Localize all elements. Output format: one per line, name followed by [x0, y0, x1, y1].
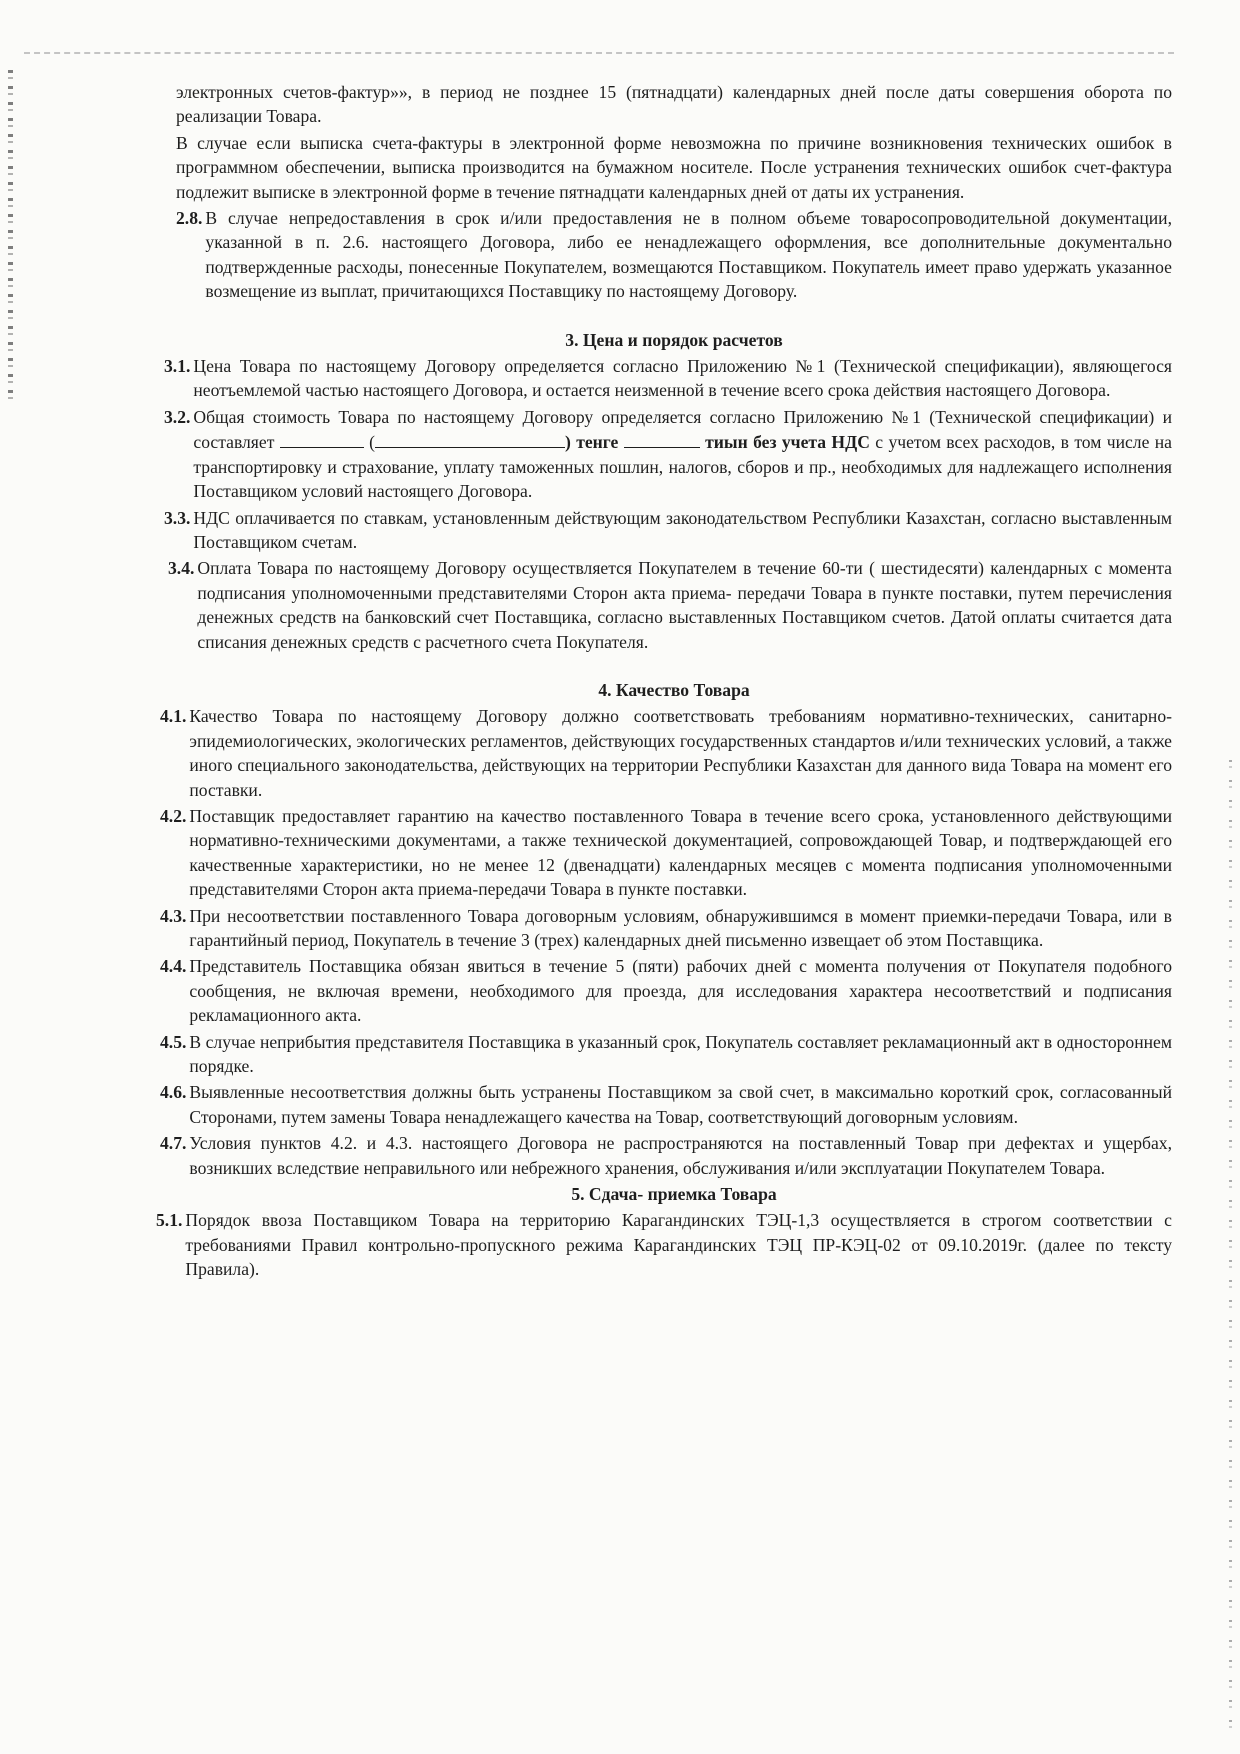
intro-paragraph-1: электронных счетов-фактур»», в период не позднее 15 (пятнадцати) календарных дней после даты совершения оборота по реализации Товара. — [176, 82, 1172, 127]
clause-text: НДС оплачивается по ставкам, установленным действующим законодательством Республики Казахстан, согласно выставленным Поставщиком счетам. — [193, 507, 1172, 552]
section-3-heading: 3. Цена и порядок расчетов — [565, 329, 783, 350]
clause-4-6 — [160, 1080, 1172, 1129]
clause-4-7 — [160, 1131, 1172, 1180]
paren-open: ( — [369, 432, 375, 453]
clause-text: Оплата Товара по настоящему Договору осуществляется Покупателем в течение 60-ти ( шестидесяти) календарных с момента подписания уполномоченными представителями Сторон акта приема- передачи Товара в пункте поставки, путем перечисления денежных средств на банковский счет Поставщика, согласно выставленных Поставщиком счетов. Датой оплаты считается дата списания денежных средств с расчетного счета Покупателя. — [197, 558, 1172, 652]
blank-tiyn — [624, 429, 700, 448]
clause-3-4 — [168, 556, 1172, 654]
clause-text: Качество Товара по настоящему Договору должно соответствовать требованиям нормативно-технических, санитарно-эпидемиологических, экологических регламентов, действующих государственных стандартов и/или технических условий, а также иного специального законодательства, действующих на территории Республики Казахстан для данного вида Товара на момент его поставки. — [189, 706, 1172, 800]
clause-text: Цена Товара по настоящему Договору определяется согласно Приложению №1 (Технической спецификации), являющегося неотъемлемой частью настоящего Договора, и остается неизменной в течение всего срока действия настоящего Договора. — [193, 356, 1172, 401]
clause-text: Порядок ввоза Поставщиком Товара на территорию Карагандинских ТЭЦ-1,3 осуществляется в строгом соответствии с требованиями Правил контрольно-пропускного режима Карагандинских ТЭЦ ПР-КЭЦ-02 от 09.10.2019г. (далее по тексту Правила). — [185, 1210, 1172, 1280]
scan-edge-left — [8, 70, 13, 400]
clause-text: При несоответствии поставленного Товара договорным условиям, обнаружившимся в момент приемки-передачи Товара, или в гарантийный период, Покупатель в течение 3 (трех) календарных дней письменно извещает об этом Поставщика. — [189, 905, 1172, 950]
clause-3-2 — [164, 405, 1172, 504]
clause-text: В случае неприбытия представителя Поставщика в указанный срок, Покупатель составляет рекламационный акт в одностороннем порядке. — [189, 1031, 1172, 1077]
clause-3-2-text-b: с учетом всех расходов, в том числе на транспортировку и страхование, уплату таможенных пошлин, налогов, сборов и пр., необходимых для надлежащего исполнения Поставщиком условий настоящего Договора. — [193, 432, 1172, 502]
clause-4-1 — [160, 704, 1172, 802]
scan-edge-top — [24, 52, 1174, 54]
section-4-heading: 4. Качество Товара — [598, 679, 750, 700]
clause-number: 3.1. — [164, 356, 191, 377]
clause-number: 3.4. — [168, 558, 195, 579]
blank-amount-words — [375, 429, 565, 448]
clause-number: 4.3. — [160, 905, 187, 926]
intro-paragraph-2: В случае если выписка счета-фактуры в электронной форме невозможна по причине возникновения технических ошибок в программном обеспечении, выписка производится на бумажном носителе. После устранения технических ошибок счет-фактура подлежит выписке в электронной форме в течение пятнадцати календарных дней от даты их устранения. — [176, 132, 1172, 202]
clause-number: 4.7. — [160, 1133, 187, 1154]
clause-number: 4.4. — [160, 956, 187, 977]
clause-3-2-bold: тиын без учета НДС — [705, 432, 870, 453]
clause-4-5 — [160, 1030, 1172, 1079]
clause-text: Представитель Поставщика обязан явиться в течение 5 (пяти) рабочих дней с момента получения от Покупателя подобного сообщения, не включая времени, необходимого для проезда, для исследования характера несоответствий и подписания рекламационного акта. — [189, 956, 1172, 1026]
clause-number: 2.8. — [176, 208, 203, 229]
clause-number: 4.1. — [160, 706, 187, 727]
section-5-heading: 5. Сдача- приемка Товара — [571, 1184, 777, 1205]
clause-number: 3.2. — [164, 406, 191, 427]
clause-4-4 — [160, 954, 1172, 1027]
clause-number: 4.5. — [160, 1031, 187, 1052]
currency-tenge: ) тенге — [564, 432, 619, 453]
clause-3-1 — [164, 354, 1172, 403]
clause-number: 3.3. — [164, 507, 191, 528]
clause-4-2 — [160, 804, 1172, 902]
clause-text: Условия пунктов 4.2. и 4.3. настоящего Договора не распространяются на поставленный Товар при дефектах и ущербах, возникших вследствие неправильного или небрежного хранения, обслуживания и/или эксплуатации Покупателем Товара. — [189, 1133, 1172, 1178]
clause-5-1 — [156, 1208, 1172, 1281]
blank-amount — [280, 429, 364, 448]
clause-text: Поставщик предоставляет гарантию на качество поставленного Товара в течение всего срока, установленного действующими нормативно-техническими документами, а также технической документацией, сопровождающей Товар, и подтверждающей его качественные характеристики, но не менее 12 (двенадцати) календарных месяцев с момента подписания уполномоченными представителями Сторон акта приема-передачи Товара в пункте поставки. — [189, 805, 1172, 900]
clause-text: В случае непредоставления в срок и/или предоставления не в полном объеме товаросопроводительной документации, указанной в п. 2.6. настоящего Договора, либо ее ненадлежащего оформления, все дополнительные документально подтвержденные расходы, понесенные Покупателем, возмещаются Поставщиком. Покупатель имеет право удержать указанное возмещение из выплат, причитающихся Поставщику по настоящему Договору. — [205, 208, 1172, 302]
clause-number: 5.1. — [156, 1210, 183, 1231]
clause-2-8 — [176, 206, 1172, 304]
scan-edge-right — [1229, 760, 1232, 1740]
clause-4-3 — [160, 904, 1172, 953]
clause-3-3 — [164, 506, 1172, 555]
clause-text — [193, 405, 1172, 504]
clause-number: 4.2. — [160, 805, 187, 826]
document-page — [156, 80, 1172, 1284]
clause-text: Выявленные несоответствия должны быть устранены Поставщиком за свой счет, в максимально короткий срок, согласованный Сторонами, путем замены Товара ненадлежащего качества на Товар, соответствующий договорным условиям. — [189, 1082, 1172, 1127]
clause-number: 4.6. — [160, 1082, 187, 1103]
clause-3-2-text-a: Общая стоимость Товара по настоящему Договору определяется согласно Приложению №1 (Технической спецификации) и составляет — [193, 406, 1172, 453]
